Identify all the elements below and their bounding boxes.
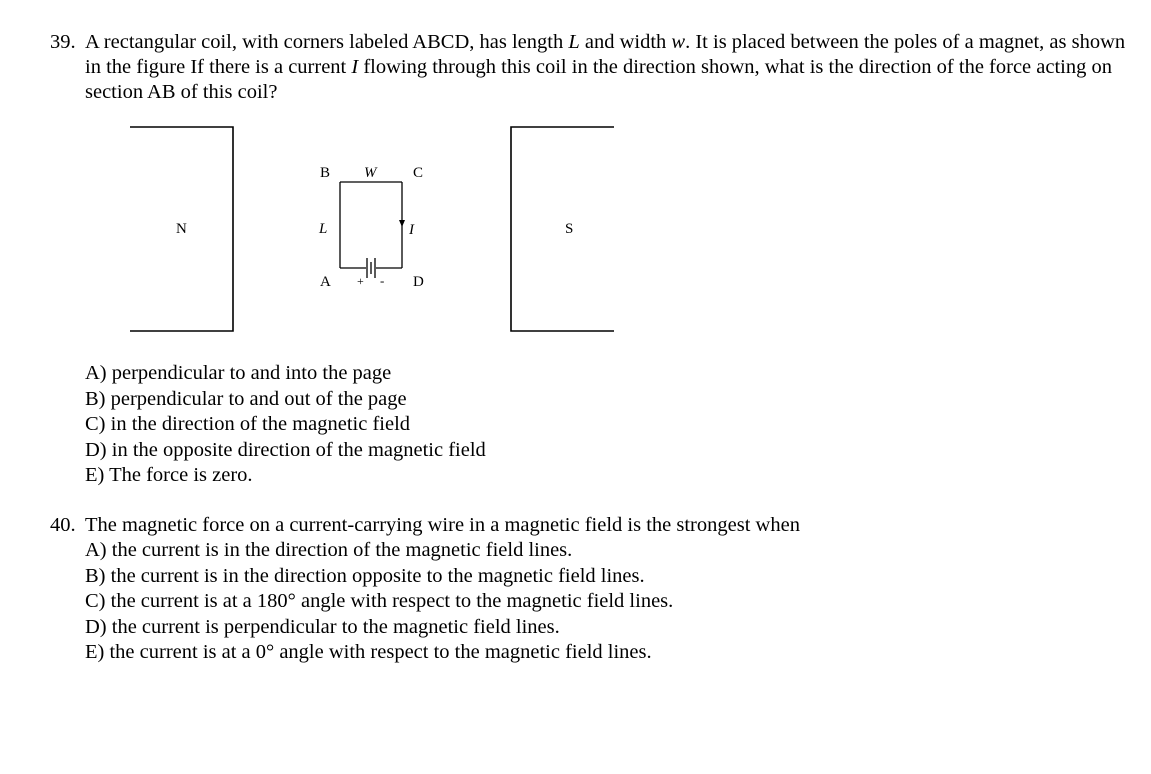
stem-var-width: w (671, 31, 686, 53)
corner-c-label: C (413, 165, 424, 181)
question-40 (50, 513, 1130, 538)
south-pole-shape (511, 127, 614, 331)
battery-minus-label: - (380, 273, 385, 288)
width-label: W (364, 165, 377, 181)
q40-choices (85, 538, 673, 666)
south-pole-label: S (565, 221, 574, 237)
choice-e[interactable]: E) The force is zero. (85, 464, 253, 486)
stem-var-current: I (351, 56, 359, 78)
stem-text: flowing through this coil in the direction shown, what is the direction of the force acting on section AB of this coil? (85, 56, 1112, 103)
length-label: L (319, 221, 328, 237)
current-label: I (409, 222, 414, 238)
current-arrow-icon (399, 220, 405, 227)
stem-text: and width (579, 31, 672, 53)
north-pole-label: N (176, 221, 187, 237)
q39-choices (85, 361, 486, 489)
choice-c[interactable]: C) the current is at a 180° angle with respect to the magnetic field lines. (85, 590, 674, 612)
choice-d[interactable]: D) in the opposite direction of the magnetic field (85, 438, 486, 461)
stem-text: . It is placed between the poles of a magnet, as shown in the figure If there is a current (85, 31, 1126, 78)
choice-a[interactable]: A) the current is in the direction of the magnetic field lines. (85, 539, 573, 561)
battery-symbol (367, 258, 375, 278)
choice-b[interactable]: B) perpendicular to and out of the page (85, 387, 407, 410)
choice-c[interactable]: C) in the direction of the magnetic field (85, 413, 411, 435)
coil (340, 182, 402, 268)
stem-var-length: L (568, 31, 580, 53)
stem-text: A rectangular coil, with corners labeled ABCD, has length (85, 31, 569, 53)
choice-b[interactable]: B) the current is in the direction opposite to the magnetic field lines. (85, 564, 645, 587)
question-number: 40. (50, 514, 76, 536)
corner-b-label: B (320, 165, 331, 181)
corner-a-label: A (320, 274, 331, 290)
corner-d-label: D (413, 274, 424, 290)
battery-plus-label: + (357, 274, 364, 288)
choice-a[interactable]: A) perpendicular to and into the page (85, 362, 392, 384)
question-number: 39. (50, 31, 76, 53)
question-stem: The magnetic force on a current-carrying wire in a magnetic field is the strongest when (85, 514, 800, 536)
choice-d[interactable]: D) the current is perpendicular to the magnetic field lines. (85, 615, 560, 638)
choice-e[interactable]: E) the current is at a 0° angle with respect to the magnetic field lines. (85, 641, 652, 663)
